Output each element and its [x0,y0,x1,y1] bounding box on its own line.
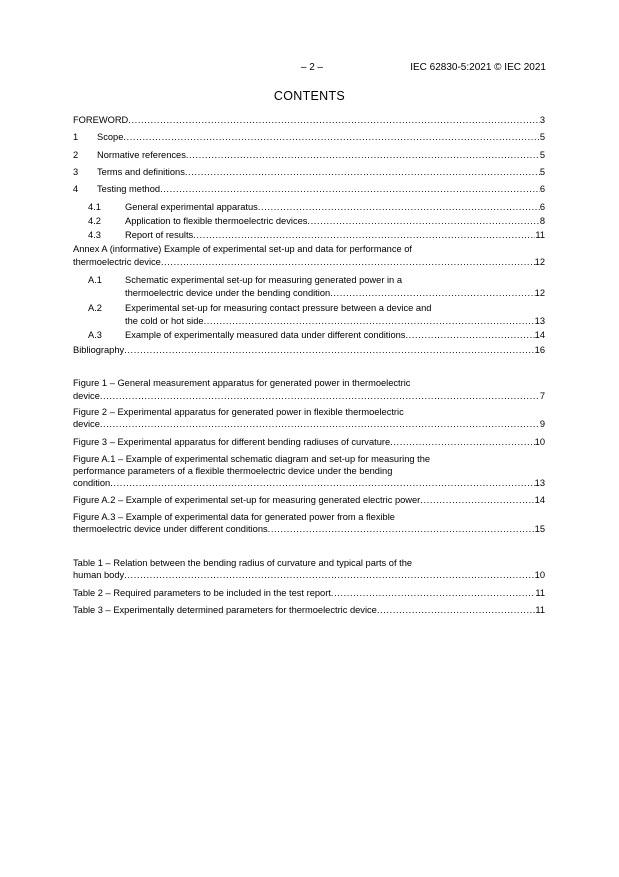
page-header-standard: IEC 62830-5:2021 © IEC 2021 [410,62,546,73]
toc-page: 16 [534,345,545,355]
figure-entry-2[interactable]: Figure 2 – Experimental apparatus for generated power in flexible thermoelectric [73,407,404,417]
toc-page: 13 [534,478,545,488]
toc-page: 5 [539,150,545,160]
toc-page: 11 [535,588,545,598]
toc-page: 3 [539,115,545,125]
toc-number: 4.1 [88,202,101,212]
toc-label: Example of experimentally measured data under different conditions [125,330,406,340]
leader-dots [186,149,540,161]
leader-dots [160,183,540,195]
leader-dots [330,287,534,299]
leader-dots [193,229,535,241]
toc-label: device [73,391,100,401]
toc-label: Normative references [97,150,186,160]
toc-page: 15 [534,524,545,534]
figure-entry-a1[interactable]: Figure A.1 – Example of experimental schematic diagram and set-up for measuring the [73,454,431,464]
table-entry-3[interactable] [73,604,545,616]
toc-page: 14 [534,495,545,505]
toc-label: condition [73,478,111,488]
toc-label: Application to flexible thermoelectric devices [125,216,308,226]
leader-dots [128,114,540,126]
toc-entry-flexible-devices[interactable] [88,215,545,227]
figure-entry-1[interactable]: Figure 1 – General measurement apparatus for generated power in thermoelectric [73,378,411,388]
page-header-number: – 2 – [300,62,324,73]
leader-dots [420,494,534,506]
toc-entry-a2[interactable] [88,302,545,314]
toc-entry-general-apparatus[interactable] [88,201,545,213]
toc-number: 4.3 [88,230,101,240]
toc-label: thermoelectric device under different conditions [73,524,268,534]
leader-dots [204,315,535,327]
leader-dots [377,604,536,616]
toc-entry-a1[interactable] [88,274,545,286]
leader-dots [124,344,534,356]
figure-entry-a2[interactable] [73,494,545,506]
toc-label: Figure 3 – Experimental apparatus for different bending radiuses of curvature [73,437,391,447]
toc-label: General experimental apparatus [125,202,258,212]
toc-page: 5 [539,167,545,177]
toc-entry-terms-definitions[interactable] [73,166,545,178]
toc-page: 6 [539,184,545,194]
leader-dots [185,166,540,178]
leader-dots [405,329,534,341]
figure-entry-a1-line2[interactable]: performance parameters of a flexible thermoelectric device under the bending [73,466,393,476]
toc-label: Schematic experimental set-up for measuring generated power in a [125,275,402,285]
toc-entry-testing-method[interactable] [73,183,545,195]
leader-dots [100,418,540,430]
toc-entry-foreword[interactable] [73,114,545,126]
toc-label: Bibliography [73,345,125,355]
toc-page: 5 [539,132,545,142]
figure-entry-2-cont[interactable] [73,418,545,430]
table-entry-2[interactable] [73,587,545,599]
figure-entry-a1-cont[interactable] [73,477,545,489]
toc-label: Report of results [125,230,194,240]
toc-label: the cold or hot side [125,316,204,326]
toc-page: 7 [539,391,545,401]
toc-page: 9 [539,419,545,429]
toc-number: 2 [73,150,79,160]
toc-page: 11 [535,605,545,615]
toc-label: thermoelectric device [73,257,161,267]
toc-label: Figure A.2 – Example of experimental set-up for measuring generated electric power [73,495,421,505]
table-entry-1-cont[interactable] [73,569,545,581]
leader-dots [307,215,539,227]
toc-entry-a3[interactable] [88,329,545,341]
toc-page: 10 [534,437,545,447]
figure-entry-a3[interactable]: Figure A.3 – Example of experimental data for generated power from a flexible [73,512,395,522]
toc-label: Table 3 – Experimentally determined parameters for thermoelectric device [73,605,377,615]
toc-page: 14 [534,330,545,340]
toc-entry-bibliography[interactable] [73,344,545,356]
toc-page: 13 [534,316,545,326]
leader-dots [161,256,535,268]
toc-entry-a1-cont[interactable] [125,287,545,299]
toc-page: 11 [535,230,545,240]
toc-label: human body [73,570,125,580]
toc-entry-report-results[interactable] [88,229,545,241]
figure-entry-3[interactable] [73,436,545,448]
toc-number: 4.2 [88,216,101,226]
toc-label: thermoelectric device under the bending condition [125,288,331,298]
toc-entry-annex-a-cont[interactable] [73,256,545,268]
toc-label: FOREWORD [73,115,129,125]
leader-dots [268,523,535,535]
leader-dots [123,131,539,143]
toc-label: Scope [97,132,124,142]
leader-dots [258,201,540,213]
toc-label: Table 2 – Required parameters to be included in the test report [73,588,331,598]
toc-label: Testing method [97,184,161,194]
toc-number: A.1 [88,275,102,285]
toc-page: 10 [534,570,545,580]
toc-number: A.3 [88,330,102,340]
toc-label: Experimental set-up for measuring contact pressure between a device and [125,303,432,313]
toc-entry-a2-cont[interactable] [125,315,545,327]
toc-entry-normative-references[interactable] [73,149,545,161]
toc-entry-annex-a[interactable]: Annex A (informative) Example of experimental set-up and data for performance of [73,244,412,254]
toc-page: 12 [534,288,545,298]
toc-number: 1 [73,132,79,142]
figure-entry-a3-cont[interactable] [73,523,545,535]
toc-entry-scope[interactable] [73,131,545,143]
toc-label: Terms and definitions [97,167,185,177]
toc-page: 8 [539,216,545,226]
toc-page: 12 [534,257,545,267]
leader-dots [100,390,540,402]
leader-dots [390,436,535,448]
figure-entry-1-cont[interactable] [73,390,545,402]
toc-label: device [73,419,100,429]
toc-page: 6 [539,202,545,212]
leader-dots [110,477,534,489]
leader-dots [331,587,535,599]
toc-number: A.2 [88,303,102,313]
page-title: CONTENTS [273,89,346,103]
toc-number: 4 [73,184,79,194]
table-entry-1[interactable]: Table 1 – Relation between the bending radius of curvature and typical parts of the [73,558,413,568]
leader-dots [124,569,534,581]
toc-number: 3 [73,167,79,177]
